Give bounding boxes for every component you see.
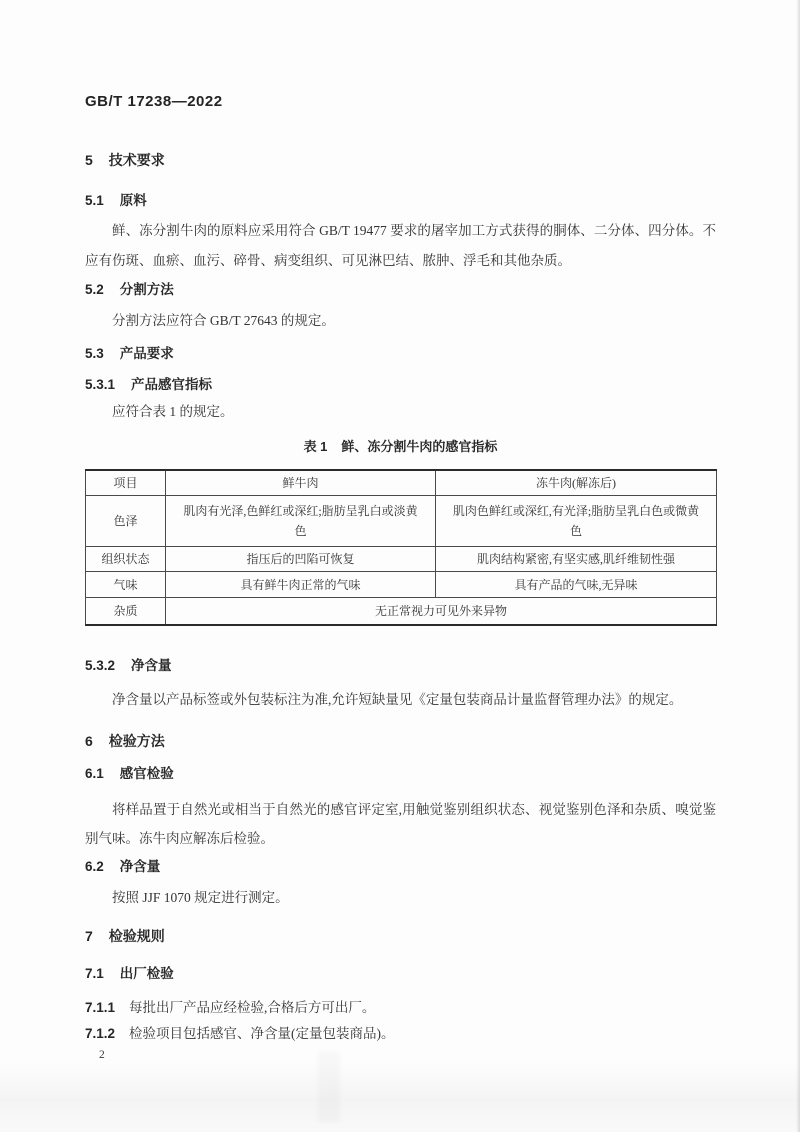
- section-number: 5.2: [85, 282, 104, 297]
- paragraph-5-3-1: 应符合表 1 的规定。: [112, 404, 234, 419]
- cell-item: 组织状态: [86, 547, 166, 572]
- section-title: 出厂检验: [119, 966, 174, 981]
- section-heading-5: [85, 152, 716, 169]
- section-heading-5-3: [85, 345, 716, 362]
- cell-fresh: 肌肉有光泽,色鲜红或深红;脂肪呈乳白或淡黄色: [166, 496, 436, 547]
- section-number: 7: [85, 928, 93, 944]
- standard-code: GB/T 17238—2022: [85, 93, 223, 110]
- section-heading-6-2: [85, 858, 716, 875]
- section-number: 5.1: [85, 193, 104, 208]
- section-number: 6.2: [85, 859, 104, 874]
- section-title: 产品感官指标: [131, 377, 213, 392]
- paragraph-6-2: 按照 JJF 1070 规定进行测定。: [112, 890, 289, 905]
- col-header-fresh: 鲜牛肉: [166, 470, 436, 496]
- clause-7-1-2: [85, 1021, 716, 1047]
- page-content: [85, 0, 716, 1063]
- clause-text: 每批出厂产品应经检验,合格后方可出厂。: [129, 1000, 376, 1015]
- col-header-item: 项目: [86, 470, 166, 496]
- cell-item: 气味: [86, 572, 166, 598]
- section-number: 5: [85, 152, 93, 168]
- section-heading-5-1: [85, 192, 716, 209]
- paragraph-6-1: 将样品置于自然光或相当于自然光的感官评定室,用触觉鉴别组织状态、视觉鉴别色泽和杂质、嗅觉鉴别气味。冻牛肉应解冻后检验。: [85, 802, 716, 846]
- section-heading-5-2: [85, 281, 716, 298]
- table-row: [86, 598, 717, 626]
- section-heading-5-3-2: [85, 657, 716, 674]
- cell-fresh: 指压后的凹陷可恢复: [166, 547, 436, 572]
- clause-number: 7.1.2: [85, 1026, 116, 1041]
- table-row: [86, 496, 717, 547]
- section-number: 7.1: [85, 966, 104, 981]
- table-caption-label: 表 1: [303, 439, 328, 454]
- section-number: 6.1: [85, 766, 104, 781]
- table-caption-title: 鲜、冻分割牛肉的感官指标: [341, 439, 498, 454]
- clause-7-1-1: [85, 995, 716, 1021]
- section-number: 5.3.2: [85, 658, 116, 673]
- paragraph-5-2: 分割方法应符合 GB/T 27643 的规定。: [112, 313, 335, 328]
- section-heading-7: [85, 928, 716, 945]
- page-number: 2: [99, 1049, 105, 1061]
- table-row: [86, 547, 717, 572]
- section-title: 技术要求: [108, 152, 165, 168]
- section-number: 5.3.1: [85, 377, 116, 392]
- cell-fresh: 具有鲜牛肉正常的气味: [166, 572, 436, 598]
- section-title: 原料: [119, 193, 147, 208]
- cell-item: 色泽: [86, 496, 166, 547]
- paragraph-5-1: 鲜、冻分割牛肉的原料应采用符合 GB/T 19477 要求的屠宰加工方式获得的胴体、二分体、四分体。不应有伤斑、血瘀、血污、碎骨、病变组织、可见淋巴结、脓肿、浮毛和其他杂质。: [85, 223, 716, 268]
- cell-frozen: 肌肉结构紧密,有坚实感,肌纤维韧性强: [436, 547, 717, 572]
- sensory-indicators-table: [85, 469, 717, 626]
- col-header-frozen: 冻牛肉(解冻后): [436, 470, 717, 496]
- section-number: 6: [85, 733, 93, 749]
- table-header-row: [86, 470, 717, 496]
- section-title: 净含量: [131, 658, 172, 673]
- section-heading-7-1: [85, 965, 716, 982]
- clause-number: 7.1.1: [85, 1000, 116, 1015]
- cell-item: 杂质: [86, 598, 166, 626]
- section-title: 产品要求: [119, 346, 174, 361]
- section-title: 检验方法: [108, 733, 165, 749]
- section-heading-5-3-1: [85, 376, 716, 393]
- section-title: 净含量: [119, 859, 161, 874]
- section-title: 感官检验: [119, 766, 174, 781]
- section-title: 分割方法: [119, 282, 174, 297]
- section-title: 检验规则: [108, 928, 165, 944]
- table-caption: [85, 438, 716, 455]
- cell-frozen: 具有产品的气味,无异味: [436, 572, 717, 598]
- section-number: 5.3: [85, 346, 104, 361]
- cell-frozen: 肌肉色鲜红或深红,有光泽;脂肪呈乳白色或微黄色: [436, 496, 717, 547]
- paragraph-5-3-2: 净含量以产品标签或外包装标注为准,允许短缺量见《定量包装商品计量监督管理办法》的规定。: [112, 692, 683, 707]
- scan-shadow-right: [796, 0, 800, 1132]
- cell-span: 无正常视力可见外来异物: [166, 598, 717, 626]
- section-heading-6: [85, 733, 716, 750]
- clause-text: 检验项目包括感官、净含量(定量包装商品)。: [129, 1026, 395, 1041]
- section-heading-6-1: [85, 765, 716, 782]
- scan-shadow-bottom: [0, 1062, 800, 1132]
- table-row: [86, 572, 717, 598]
